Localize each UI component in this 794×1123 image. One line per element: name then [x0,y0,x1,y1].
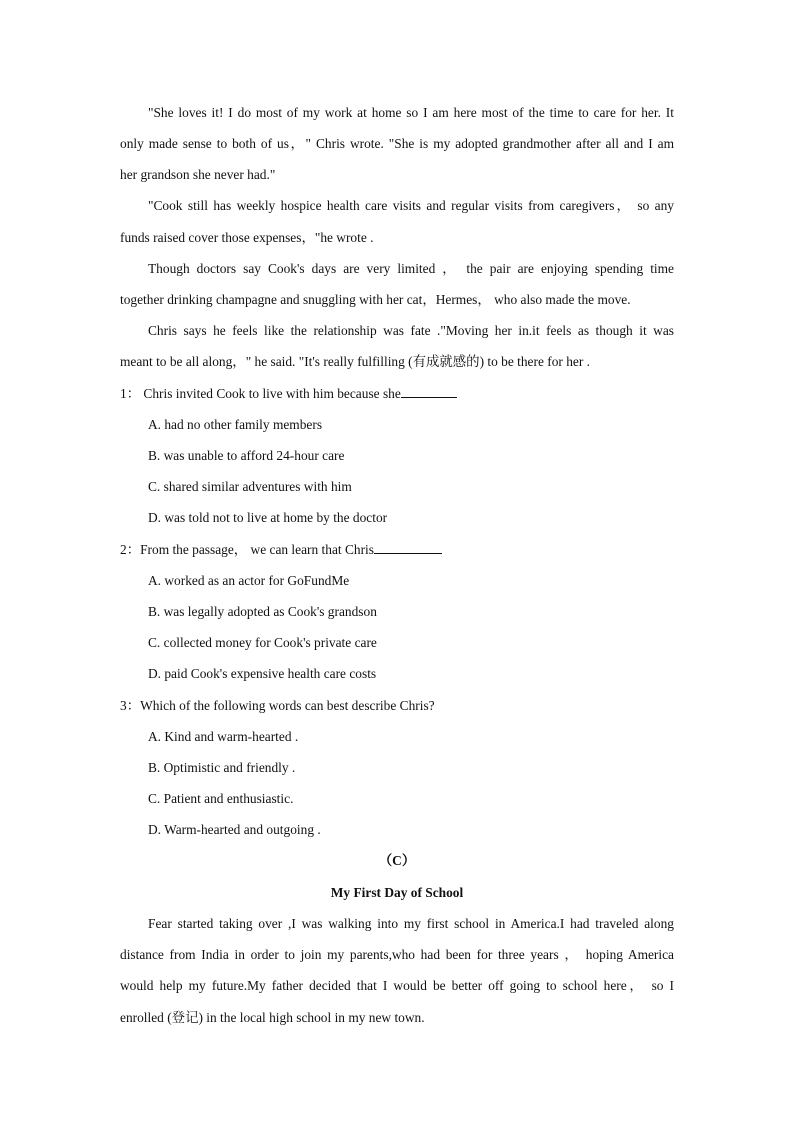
question-2-option-a: A. worked as an actor for GoFundMe [148,573,350,588]
question-1-option-c: C. shared similar adventures with him [148,479,352,494]
question-2-option-b: B. was legally adopted as Cook's grandson [148,604,377,619]
passage-b-p4-line2: meant to be all along，" he said. "It's really fulfilling (有成就感的) to be there for her . [120,354,590,369]
question-1-option-a: A. had no other family members [148,417,323,432]
passage-b-p1-line3: her grandson she never had." [120,167,276,182]
passage-c-line1: Fear started taking over ,I was walking into my first school in America.I had traveled along [148,916,674,931]
answer-blank [401,385,457,398]
passage-c-line4: enrolled (登记) in the local high school in my new town. [120,1010,425,1025]
question-3-option-d: D. Warm-hearted and outgoing . [148,822,321,837]
passage-c-line2: distance from India in order to join my parents,who had been for three years ， hoping America [120,947,674,962]
section-c-title: My First Day of School [330,885,464,900]
answer-blank [374,541,442,554]
question-1-option-d: D. was told not to live at home by the doctor [148,510,388,525]
question-3-stem: 3：Which of the following words can best describe Chris? [120,698,435,713]
question-2-option-c: C. collected money for Cook's private care [148,635,377,650]
passage-b-p2-line1: "Cook still has weekly hospice health care visits and regular visits from caregivers， so any [148,198,674,213]
passage-b-p3-line2: together drinking champagne and snuggling with her cat，Hermes， who also made the move. [120,292,631,307]
question-2-option-d: D. paid Cook's expensive health care costs [148,666,377,681]
passage-b-p4-line1: Chris says he feels like the relationship was fate ."Moving her in.it feels as though it was [148,323,674,338]
passage-b-p2-line2: funds raised cover those expenses，"he wrote . [120,230,374,245]
passage-b-p3-line1: Though doctors say Cook's days are very limited ， the pair are enjoying spending time [148,261,674,276]
question-1-stem [120,385,674,403]
question-3-option-a: A. Kind and warm-hearted . [148,729,299,744]
question-2-text: 2：From the passage， we can learn that Chris [120,542,374,557]
passage-c-line3: would help my future.My father decided that I would be better off going to school here， so I [120,978,674,993]
section-c-label: （C） [378,853,416,868]
question-3-option-b: B. Optimistic and friendly . [148,760,296,775]
passage-b-p1-line2: only made sense to both of us，" Chris wrote. "She is my adopted grandmother after all and I am [120,136,674,151]
question-3-option-c: C. Patient and enthusiastic. [148,791,294,806]
question-1-option-b: B. was unable to afford 24-hour care [148,448,345,463]
passage-b-p1-line1: "She loves it! I do most of my work at home so I am here most of the time to care for her. It [148,105,674,120]
question-2-stem [120,541,674,559]
question-1-text: 1： Chris invited Cook to live with him because she [120,386,401,401]
